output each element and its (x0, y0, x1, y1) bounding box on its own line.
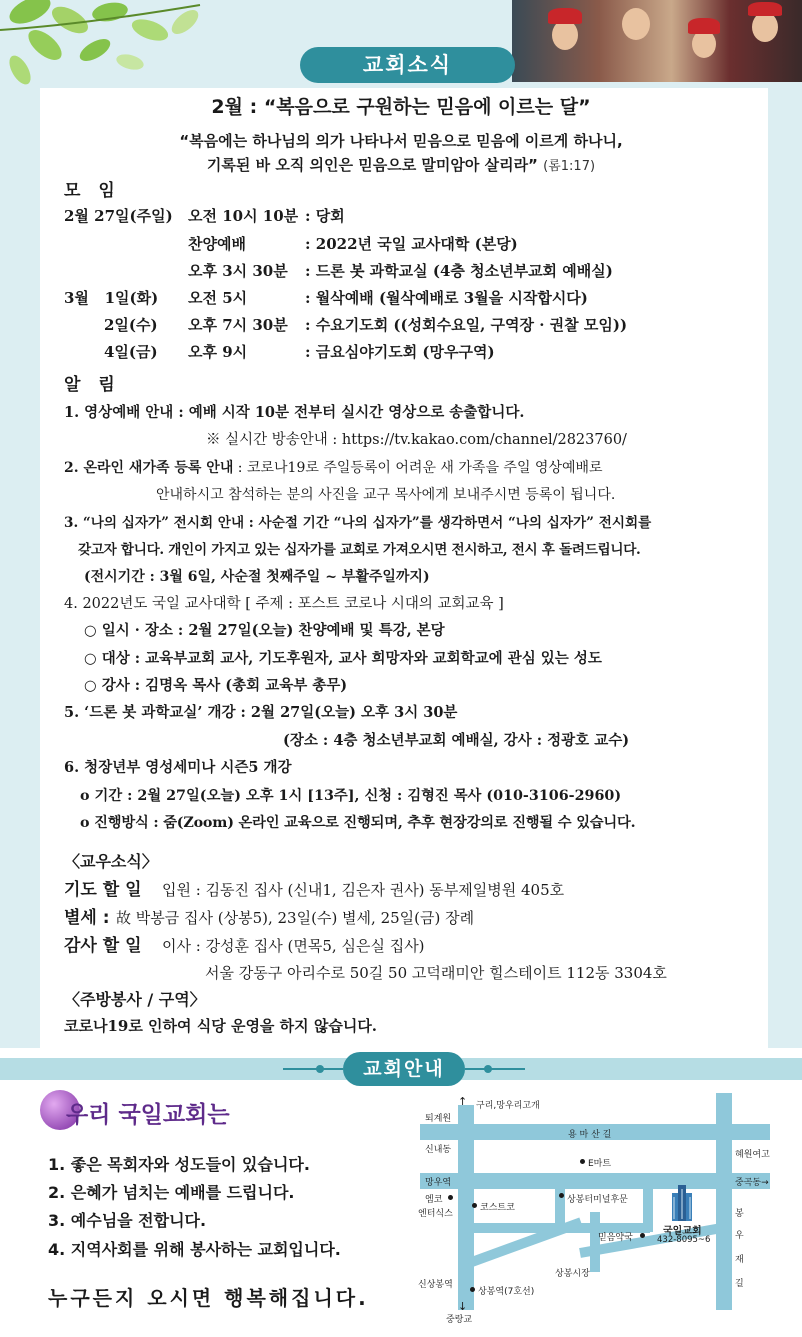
map-label: 코스트코 (480, 1203, 515, 1213)
map-label: 구리,망우리고개 (476, 1101, 540, 1111)
notice-line: 2. 온라인 새가족 등록 안내 : 코로나19로 주일등록이 어려운 새 가족을 주일 영상예배로 (64, 460, 603, 476)
notice-line: 3. “나의 십자가” 전시회 안내 : 사순절 기간 “나의 십자가”를 생각하면서 “나의 십자가” 전시회를 (64, 515, 652, 531)
month-title: 2월 : “복음으로 구원하는 믿음에 이르는 달” (211, 96, 591, 118)
section-title: 교회소식 (300, 47, 515, 83)
meeting-time: 오전 5시 (188, 289, 248, 307)
info-item: 1. 좋은 목회자와 성도들이 있습니다. (48, 1155, 310, 1174)
map-label: 상봉터미널후문 (567, 1195, 628, 1205)
map-label: 퇴계원 (425, 1114, 452, 1124)
notice-line: 안내하시고 참석하는 분의 사진을 교구 목사에게 보내주시면 등록이 됩니다. (156, 487, 616, 503)
death-label: 별세 : (64, 908, 110, 928)
church-building-icon (668, 1183, 696, 1221)
meeting-date: 3월 1일(화) (64, 289, 159, 307)
info-item: 3. 예수님을 전합니다. (48, 1211, 207, 1230)
info-item: 4. 지역사회를 위해 봉사하는 교회입니다. (48, 1240, 341, 1259)
divider (316, 1065, 324, 1073)
map-label: 엔터식스 (418, 1209, 453, 1219)
meeting-desc: : 2022년 국일 교사대학 (본당) (305, 235, 518, 253)
meeting-desc: : 당회 (305, 207, 345, 225)
divider (465, 1068, 525, 1070)
notice-line: (장소 : 4층 청소년부교회 예배실, 강사 : 정광호 교수) (283, 732, 630, 749)
meeting-time: 오전 10시 10분 (188, 207, 299, 225)
notice-line: o 기간 : 2월 27일(오늘) 오후 1시 [13주], 신청 : 김형진 목사 (010-3106-2960) (80, 788, 622, 804)
meeting-desc: : 수요기도회 ((성회수요일, 구역장 · 권찰 모임)) (305, 316, 628, 334)
map-marker (470, 1287, 475, 1292)
map-label: 믿음약국 (598, 1233, 633, 1243)
info-heading: 우리 국일교회는 (66, 1102, 230, 1128)
meeting-date: 2월 27일(주일) (64, 207, 173, 225)
thanks-label: 감사 할 일 (64, 936, 142, 956)
map-road (643, 1182, 653, 1232)
map-label: 혜원여고 (735, 1150, 770, 1160)
map-label: 엠코 (425, 1195, 443, 1205)
notice-line: (전시기간 : 3월 6일, 사순절 첫째주일 ~ 부활주일까지) (84, 569, 430, 585)
notice-line: ○ 일시 · 장소 : 2월 27일(오늘) 찬양예배 및 특강, 본당 (84, 622, 445, 639)
map-arrow: ↑ (458, 1095, 468, 1108)
map-label: 신내동 (425, 1145, 452, 1155)
notice-line: 4. 2022년도 국일 교사대학 [ 주제 : 포스트 코로나 시대의 교회교육 ] (64, 596, 504, 612)
meeting-date: 2일(수) (104, 316, 158, 334)
info-item: 2. 은혜가 넘치는 예배를 드립니다. (48, 1183, 295, 1202)
motto: 누구든지 오시면 행복해집니다. (48, 1286, 369, 1310)
notice-line: 5. ‘드론 봇 과학교실’ 개강 : 2월 27일(오늘) 오후 3시 30분 (64, 704, 458, 721)
notice-line: ○ 강사 : 김명옥 목사 (총회 교육부 총무) (84, 677, 348, 694)
map-arrow: ↓ (458, 1300, 468, 1313)
map-marker (472, 1203, 477, 1208)
map-label: 망우역 (425, 1178, 452, 1188)
meeting-time: 오후 3시 30분 (188, 262, 288, 280)
death-text: 故 박봉금 집사 (상봉5), 23일(수) 별세, 25일(금) 장례 (116, 909, 475, 927)
map-marker (640, 1233, 645, 1238)
church-name: 국일교회 (663, 1226, 702, 1237)
map-marker (559, 1193, 564, 1198)
map-label: 신상봉역 (418, 1280, 453, 1290)
verse-reference: (롬1:17) (543, 159, 596, 174)
map-marker (580, 1159, 585, 1164)
notice-link[interactable]: ※ 실시간 방송안내 : https://tv.kakao.com/channel/2823760/ (206, 432, 627, 448)
verse-line-2: 기록된 바 오직 의인은 믿음으로 말미암아 살리라” (롬1:17) (206, 156, 596, 174)
notice-line: 6. 청장년부 영성세미나 시즌5 개강 (64, 759, 292, 776)
thanks-text: 이사 : 강성훈 집사 (면목5, 심은실 집사) (162, 937, 425, 955)
meetings-heading: 모 임 (64, 181, 121, 201)
meeting-desc: : 드론 봇 과학교실 (4층 청소년부교회 예배실) (305, 262, 613, 280)
meeting-time: 찬양예배 (188, 235, 246, 253)
map-label: 봉 (735, 1209, 744, 1219)
map-label: 상봉역(7호선) (478, 1287, 535, 1297)
map-label: 상봉시장 (555, 1269, 590, 1279)
kitchen-text: 코로나19로 인하여 식당 운영을 하지 않습니다. (64, 1017, 378, 1035)
notice-line: ○ 대상 : 교육부교회 교사, 기도후원자, 교사 희망자와 교회학교에 관심 있는 성도 (84, 650, 602, 667)
meeting-desc: : 금요심야기도회 (망우구역) (305, 343, 495, 361)
verse-line-1: “복음에는 하나님의 의가 나타나서 믿음으로 믿음에 이르게 하나니, (179, 132, 623, 150)
map-label: 중랑교 (446, 1315, 473, 1325)
map-label: 중곡동→ (735, 1178, 769, 1188)
map-label: 길 (735, 1279, 744, 1289)
members-heading: 〈교우소식〉 (64, 852, 158, 871)
info-title: 교회안내 (343, 1052, 465, 1086)
choir-photo (512, 0, 802, 82)
meeting-desc: : 월삭예배 (월삭예배로 3월을 시작합시다) (305, 289, 588, 307)
prayer-text: 입원 : 김동진 집사 (신내1, 김은자 권사) 동부제일병원 405호 (162, 881, 565, 899)
map-label: 우 (735, 1231, 744, 1241)
divider (283, 1068, 343, 1070)
meeting-time: 오후 7시 30분 (188, 316, 288, 334)
map-label: E마트 (588, 1159, 612, 1169)
church-phone: 432-8095~6 (657, 1235, 711, 1245)
notice-line: o 진행방식 : 줌(Zoom) 온라인 교육으로 진행되며, 추후 현장강의로 진행될 수 있습니다. (80, 815, 636, 831)
notices-heading: 알 림 (64, 375, 121, 395)
notice-line: 갖고자 합니다. 개인이 가지고 있는 십자가를 교회로 가져오시면 전시하고, 전시 후 돌려드립니다. (78, 542, 641, 558)
map-road (555, 1182, 565, 1227)
meeting-date: 4일(금) (104, 343, 158, 361)
map-label: 재 (735, 1255, 744, 1265)
thanks-address: 서울 강동구 아리수로 50길 50 고덕래미안 힐스테이트 112동 3304호 (205, 964, 667, 982)
prayer-label: 기도 할 일 (64, 880, 142, 900)
meeting-time: 오후 9시 (188, 343, 248, 361)
map-marker (448, 1195, 453, 1200)
notice-line: 1. 영상예배 안내 : 예배 시작 10분 전부터 실시간 영상으로 송출합니다. (64, 404, 525, 421)
map-road (420, 1173, 770, 1189)
map-label: 용 마 산 길 (568, 1130, 612, 1140)
divider (484, 1065, 492, 1073)
kitchen-heading: 〈주방봉사 / 구역〉 (64, 990, 206, 1009)
